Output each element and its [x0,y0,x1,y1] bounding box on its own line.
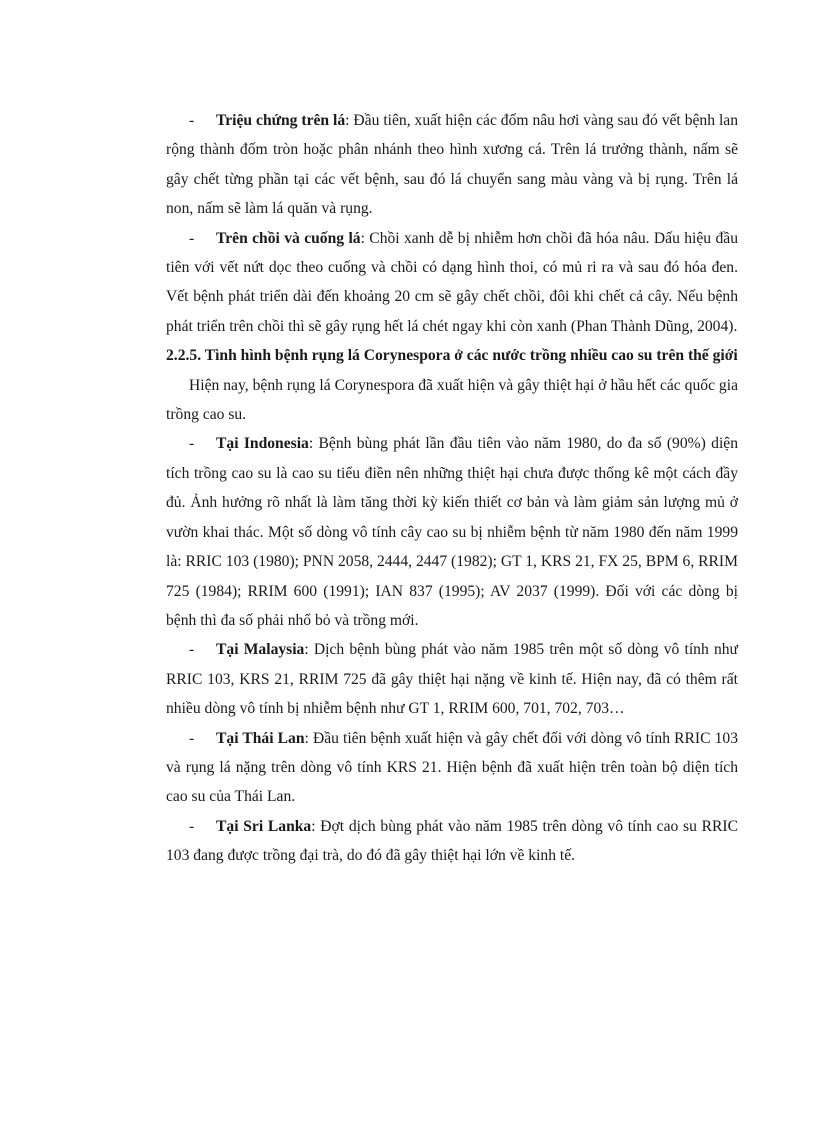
paragraph-label: Tại Indonesia [216,435,309,453]
bullet-dash: - [189,112,195,129]
bullet-dash: - [189,817,195,835]
paragraph-label: Tại Sri Lanka [216,817,312,835]
document-page [166,106,738,871]
paragraph-text: : Đầu tiên bệnh xuất hiện và gây chết đối với dòng vô tính RRIC 103 và rụng lá nặng trên dòng vô tính KRS 21. Hiện bệnh đã xuất hiện trên toàn bộ diện tích cao su của Thái Lan. [166,729,738,806]
paragraph-text: : Đầu tiên, xuất hiện các đốm nâu hơi vàng sau đó vết bệnh lan rộng thành đốm tròn hoặc phân nhánh theo hình xương cá. Trên lá trưởng thành, nấm sẽ gây chết từng phần tại các vết bệnh, sau đó lá chuyển sang màu vàng và bị rụng. Trên lá non, nấm sẽ làm lá quăn và rụng. [166,112,738,218]
bullet-dash: - [189,229,195,247]
paragraph-text: : Bệnh bùng phát lần đầu tiên vào năm 1980, do đa số (90%) diện tích trồng cao su là cao su tiểu điền nên những thiệt hại chưa được thống kê một cách đầy đủ. Ảnh hưởng rõ nhất là làm tăng thời kỳ kiến thiết cơ bản và làm giảm sản lượng mủ ở vườn khai thác. Một số dòng vô tính cây cao su bị nhiễm bệnh từ năm 1980 đến năm 1999 là: RRIC 103 (1980); PNN 2058, 2444, 2447 (1982); GT 1, KRS 21, FX 25, BPM 6, RRIM 725 (1984); RRIM 600 (1991); IAN 837 (1995); AV 2037 (1999). Đối với các dòng bị bệnh thì đa số phải nhổ bỏ và trồng mới. [166,435,738,629]
paragraph-label: Triệu chứng trên lá [216,112,346,129]
paragraph-label: Trên chồi và cuống lá [216,229,361,247]
section-heading: 2.2.5. Tình hình bệnh rụng lá Corynespora ở các nước trồng nhiều cao su trên thế giới [166,347,738,365]
paragraph-shoot-symptoms [166,224,738,342]
bullet-dash: - [189,729,195,747]
paragraph-thailand [166,724,738,812]
paragraph-malaysia [166,635,738,723]
paragraph-label: Tại Malaysia [216,641,305,659]
bullet-dash: - [189,435,195,453]
paragraph-text: : Dịch bệnh bùng phát vào năm 1985 trên một số dòng vô tính như RRIC 103, KRS 21, RRIM 725 đã gây thiệt hại nặng về kinh tế. Hiện nay, đã có thêm rất nhiều dòng vô tính bị nhiễm bệnh như GT 1, RRIM 600, 701, 702, 703… [166,641,738,718]
paragraph-leaf-symptoms [166,106,738,224]
paragraph-text: : Đợt dịch bùng phát vào năm 1985 trên dòng vô tính cao su RRIC 103 đang được trồng đại trà, do đó đã gây thiệt hại lớn về kinh tế. [166,817,739,865]
paragraph-indonesia [166,429,738,635]
paragraph-label: Tại Thái Lan [216,729,305,747]
paragraph-intro: Hiện nay, bệnh rụng lá Corynespora đã xuất hiện và gây thiệt hại ở hầu hết các quốc gia trồng cao su. [166,376,738,424]
paragraph-text: : Chồi xanh dễ bị nhiễm hơn chồi đã hóa nâu. Dấu hiệu đầu tiên với vết nứt dọc theo cuống và chồi có dạng hình thoi, có mủ ri ra và sau đó hóa đen. Vết bệnh phát triển dài đến khoảng 20 cm sẽ gây chết chồi, đôi khi chết cả cây. Nếu bệnh phát triển trên chồi thì sẽ gây rụng hết lá chét ngay khi còn xanh (Phan Thành Dũng, 2004). [166,229,738,335]
bullet-dash: - [189,641,195,659]
paragraph-sri-lanka [166,812,738,871]
